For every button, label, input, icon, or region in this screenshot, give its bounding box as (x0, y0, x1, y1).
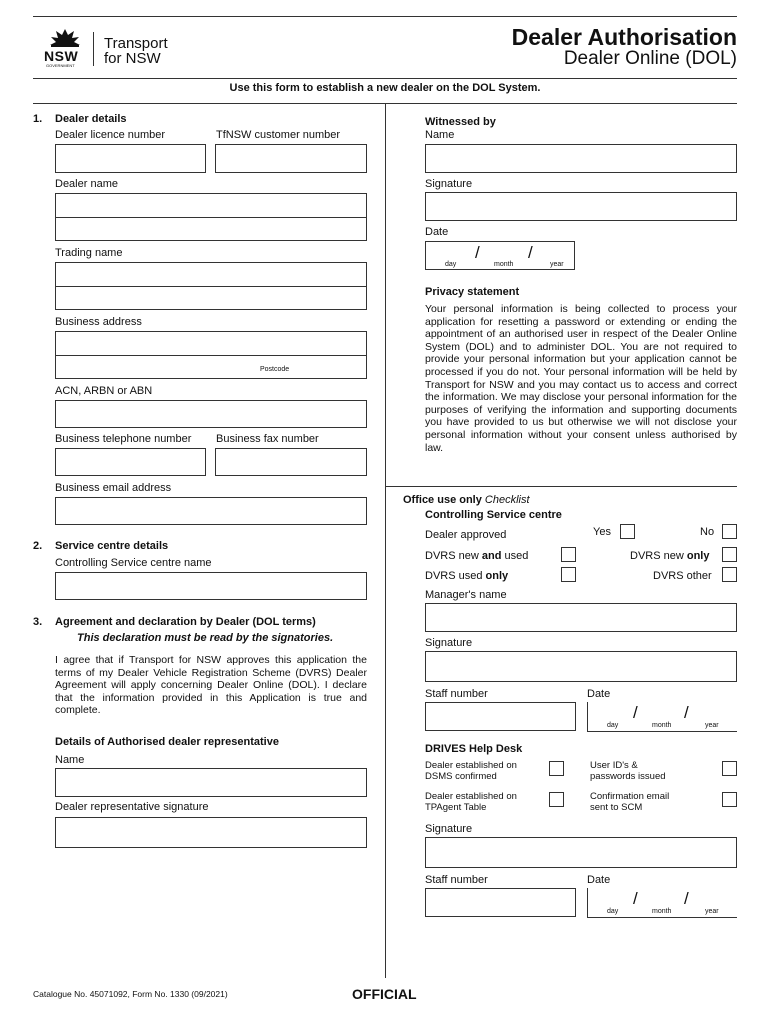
dealer-name-split (55, 217, 367, 218)
staff-input[interactable] (425, 702, 576, 731)
dealer-approved-label: Dealer approved (425, 529, 507, 541)
office-date-slash-2: / (684, 703, 689, 722)
office-signature-label: Signature (425, 637, 473, 649)
witness-date-label: Date (425, 226, 449, 238)
witness-heading: Witnessed by (425, 116, 496, 128)
intro-text: Use this form to establish a new dealer on the DOL System. (229, 82, 541, 94)
confirm-label (590, 791, 669, 813)
phone-input[interactable] (55, 448, 206, 476)
catalogue-text: Catalogue No. 45071092, Form No. 1330 (09/2021) (33, 989, 228, 999)
date-year: year (550, 261, 564, 268)
licence-label: Dealer licence number (55, 129, 166, 141)
column-divider (385, 103, 386, 978)
dvrs-no-a: DVRS new (630, 550, 687, 562)
email-input[interactable] (55, 497, 367, 525)
declaration-text: I agree that if Transport for NSW approves this application the terms of my Dealer Vehicle Registration Scheme (DVRS) Dealer Agreement will apply concerning Dealer Online (DOL). I declare that the information provided in this Application is true and complete. (55, 654, 367, 717)
tpagent-checkbox[interactable] (549, 792, 564, 807)
section3-note: This declaration must be read by the signatories. (77, 632, 334, 644)
acn-input[interactable] (55, 400, 367, 428)
logo-divider (93, 32, 94, 66)
dvrs-nau-c: used (501, 550, 529, 562)
privacy-heading: Privacy statement (425, 286, 520, 298)
drives-signature-input[interactable] (425, 837, 737, 868)
confirm-line1: Confirmation email (590, 791, 670, 802)
office-date-month: month (652, 722, 672, 729)
drives-staff-input[interactable] (425, 888, 576, 917)
waratah-icon (45, 27, 85, 49)
tpagent-label (425, 791, 517, 813)
drives-date-slash-1: / (633, 889, 638, 908)
dvrs-used-only-checkbox[interactable] (561, 567, 576, 582)
drives-signature-label: Signature (425, 823, 473, 835)
email-label: Business email address (55, 482, 172, 494)
customer-label: TfNSW customer number (216, 129, 341, 141)
fax-input[interactable] (215, 448, 367, 476)
rep-signature-input[interactable] (55, 817, 367, 848)
logo-for-nsw: for NSW (104, 50, 161, 67)
dvrs-no-b: only (686, 550, 710, 562)
address-label: Business address (55, 316, 142, 328)
fax-label: Business fax number (216, 433, 319, 445)
section2-number: 2. (33, 540, 43, 552)
dvrs-new-only-label (630, 550, 709, 562)
section2-title: Service centre details (55, 540, 169, 552)
dsms-line2: DSMS confirmed (425, 771, 497, 782)
dvrs-uo-a: DVRS used (425, 570, 486, 582)
dvrs-new-and-used-checkbox[interactable] (561, 547, 576, 562)
date-slash-1: / (475, 243, 480, 262)
date-month: month (494, 261, 514, 268)
rep-heading: Details of Authorised dealer representative (55, 736, 279, 748)
confirm-line2: sent to SCM (590, 802, 643, 813)
dealer-name-label: Dealer name (55, 178, 118, 190)
logo-transport: Transport (104, 35, 168, 52)
office-date-label: Date (587, 688, 611, 700)
drives-staff-label: Staff number (425, 874, 488, 886)
confirm-checkbox[interactable] (722, 792, 737, 807)
dvrs-nau-a: DVRS new (425, 550, 482, 562)
office-date-day: day (607, 722, 619, 729)
section1-title: Dealer details (55, 113, 127, 125)
manager-input[interactable] (425, 603, 737, 632)
section3-title: Agreement and declaration by Dealer (DOL terms) (55, 616, 316, 628)
csc-heading: Controlling Service centre (425, 509, 562, 521)
section1-number: 1. (33, 113, 43, 125)
witness-signature-input[interactable] (425, 192, 737, 221)
office-heading-wrap (403, 494, 530, 506)
logo-gov-text: GOVERNMENT (46, 63, 75, 68)
dvrs-new-and-used-label (425, 550, 528, 562)
top-rule (33, 16, 737, 17)
office-date-year: year (705, 722, 719, 729)
dsms-label (425, 760, 517, 782)
userid-checkbox[interactable] (722, 761, 737, 776)
yes-label: Yes (593, 526, 611, 538)
rep-name-label: Name (55, 754, 85, 766)
drives-date-year: year (705, 908, 719, 915)
office-rule (386, 486, 737, 487)
date-day: day (445, 261, 457, 268)
drives-date-slash-2: / (684, 889, 689, 908)
address-split (55, 355, 367, 356)
official-text: OFFICIAL (352, 986, 417, 1002)
page-title: Dealer Authorisation (511, 24, 737, 50)
userid-label (590, 760, 666, 782)
office-date-slash-1: / (633, 703, 638, 722)
drives-date-field[interactable] (587, 888, 737, 918)
manager-label: Manager's name (425, 589, 507, 601)
acn-label: ACN, ARBN or ABN (55, 385, 153, 397)
no-checkbox[interactable] (722, 524, 737, 539)
dvrs-other-label: DVRS other (653, 570, 712, 582)
userid-line2: passwords issued (590, 771, 666, 782)
trading-name-label: Trading name (55, 247, 123, 259)
office-date-field[interactable] (587, 702, 737, 732)
customer-input[interactable] (215, 144, 367, 173)
trading-name-split (55, 286, 367, 287)
dvrs-used-only-label (425, 570, 508, 582)
privacy-text: Your personal information is being collected to process your application for resetting a password or extending or ending the appointment of an authorised user in respect of the Dealer Online System (DOL) and to administer DOL. You are not required to provide your personal information but your application cannot be processed if you do not. Your personal information will be held by Transport for NSW and you may contact us to access and correct the information. We may disclose your personal information for the purposes of verifying the information and supporting documents you have provided to us but otherwise we will not disclose your personal information without your consent unless authorised by law. (425, 303, 737, 454)
postcode-label: Postcode (260, 366, 290, 373)
licence-input[interactable] (55, 144, 206, 173)
no-label: No (700, 526, 715, 538)
office-signature-input[interactable] (425, 651, 737, 682)
yes-checkbox[interactable] (620, 524, 635, 539)
drives-date-label: Date (587, 874, 611, 886)
dsms-checkbox[interactable] (549, 761, 564, 776)
drives-heading: DRIVES Help Desk (425, 743, 523, 755)
witness-name-label: Name (425, 129, 455, 141)
centre-label: Controlling Service centre name (55, 557, 212, 569)
tpagent-line1: Dealer established on (425, 791, 517, 802)
section3-number: 3. (33, 616, 43, 628)
drives-date-month: month (652, 908, 672, 915)
dvrs-uo-b: only (485, 570, 509, 582)
rep-name-input[interactable] (55, 768, 367, 797)
witness-signature-label: Signature (425, 178, 473, 190)
tpagent-line2: TPAgent Table (425, 802, 487, 813)
office-checklist: Checklist (484, 494, 530, 506)
drives-date-day: day (607, 908, 619, 915)
dsms-line1: Dealer established on (425, 760, 517, 771)
dvrs-other-checkbox[interactable] (722, 567, 737, 582)
page-subtitle: Dealer Online (DOL) (563, 48, 737, 69)
centre-input[interactable] (55, 572, 367, 600)
witness-date-input[interactable] (425, 241, 575, 270)
office-heading: Office use only (403, 494, 482, 506)
dvrs-nau-b: and (481, 550, 502, 562)
userid-line1: User ID's & (590, 760, 638, 771)
date-slash-2: / (528, 243, 533, 262)
intro-rule (33, 78, 737, 79)
rep-signature-label: Dealer representative signature (55, 801, 209, 813)
staff-label: Staff number (425, 688, 488, 700)
phone-label: Business telephone number (55, 433, 192, 445)
witness-name-input[interactable] (425, 144, 737, 173)
logo-state-text: NSW (44, 48, 79, 64)
nsw-logo (42, 27, 87, 69)
dvrs-new-only-checkbox[interactable] (722, 547, 737, 562)
